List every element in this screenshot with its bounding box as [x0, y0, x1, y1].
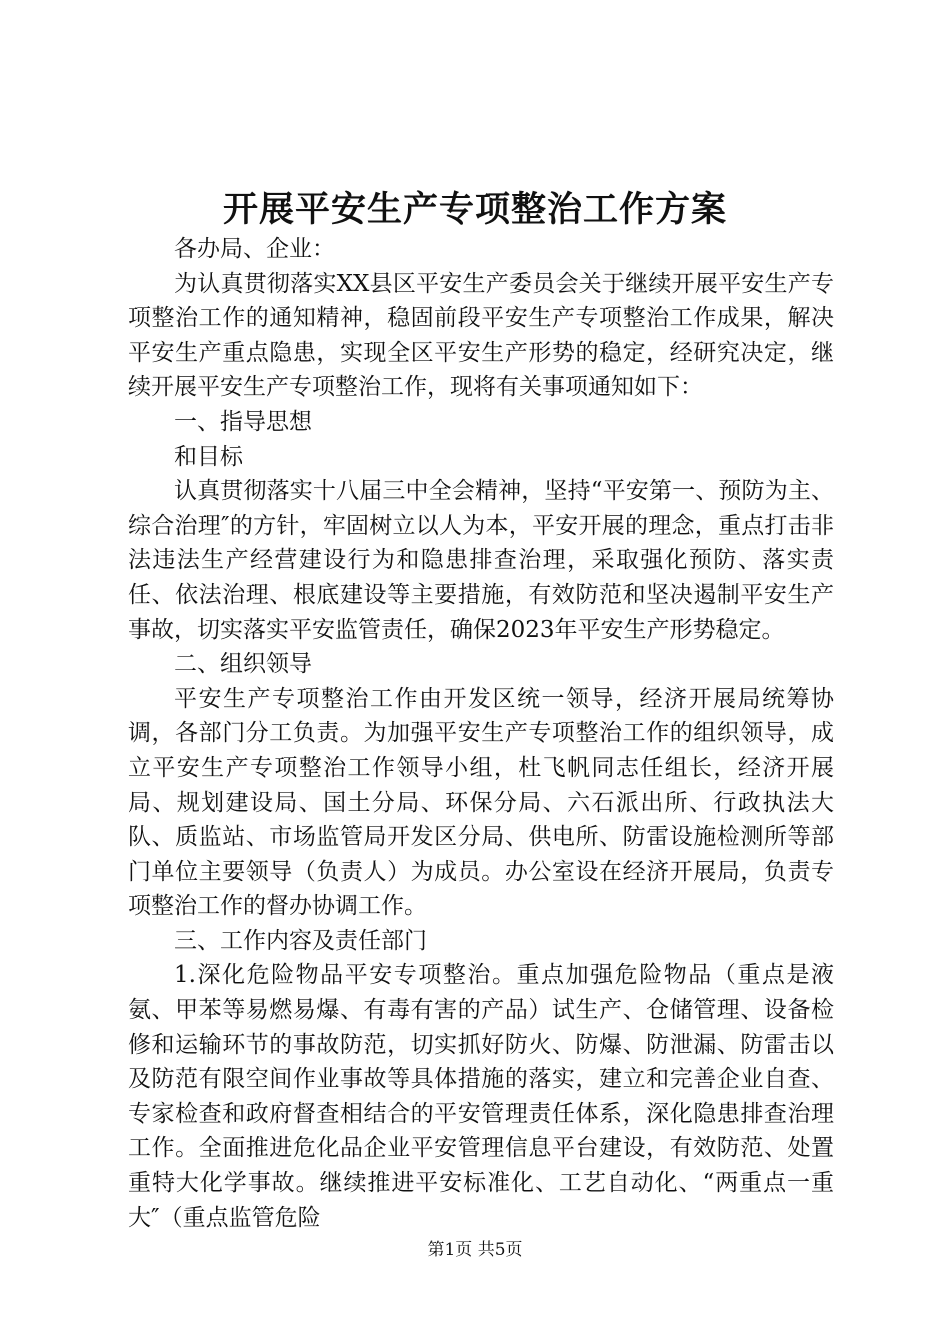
- document-title: 开展平安生产专项整治工作方案: [222, 189, 727, 230]
- section-heading-2: 二、组织领导: [174, 651, 312, 678]
- document-body: [128, 232, 834, 1235]
- salutation: 各办局、企业：: [174, 236, 335, 262]
- work-item-1-paragraph: 1.深化危险物品平安专项整治。重点加强危险物品（重点是液氨、甲苯等易燃易爆、有毒有害的产品）试生产、仓储管理、设备检修和运输环节的事故防范，切实抓好防火、防爆、防泄漏、防雷击以及防范有限空间作业事故等具体措施的落实，建立和完善企业自查、专家检查和政府督查相结合的平安管理责任体系，深化隐患排查治理工作。全面推进危化品企业平安管理信息平台建设，有效防范、处置重特大化学事故。继续推进平安标准化、工艺自动化、“两重点一重大″（重点监管危险: [128, 962, 834, 1231]
- guiding-ideology-paragraph: 认真贯彻落实十八届三中全会精神，坚持“平安第一、预防为主、综合治理″的方针，牢固树立以人为本，平安开展的理念，重点打击非法违法生产经营建设行为和隐患排查治理，采取强化预防、落实责任、依法治理、根底建设等主要措施，有效防范和坚决遏制平安生产事故，切实落实平安监管责任，确保2023年平安生产形势稳定。: [128, 478, 834, 643]
- organization-paragraph: 平安生产专项整治工作由开发区统一领导，经济开展局统筹协调，各部门分工负责。为加强平安生产专项整治工作的组织领导，成立平安生产专项整治工作领导小组，杜飞帆同志任组长，经济开展局、规划建设局、国土分局、环保分局、六石派出所、行政执法大队、质监站、市场监管局开发区分局、供电所、防雷设施检测所等部门单位主要领导（负责人）为成员。办公室设在经济开展局，负责专项整治工作的督办协调工作。: [128, 685, 834, 920]
- section-heading-1-continued: 和目标: [174, 443, 243, 470]
- page-number-footer: 第1页 共5页: [427, 1240, 523, 1260]
- section-heading-3: 三、工作内容及责任部门: [174, 927, 427, 954]
- intro-paragraph: 为认真贯彻落实XX县区平安生产委员会关于继续开展平安生产专项整治工作的通知精神，稳固前段平安生产专项整治工作成果，解决平安生产重点隐患，实现全区平安生产形势的稳定，经研究决定，继续开展平安生产专项整治工作，现将有关事项通知如下：: [128, 270, 834, 401]
- section-heading-1: 一、指导思想: [174, 408, 312, 435]
